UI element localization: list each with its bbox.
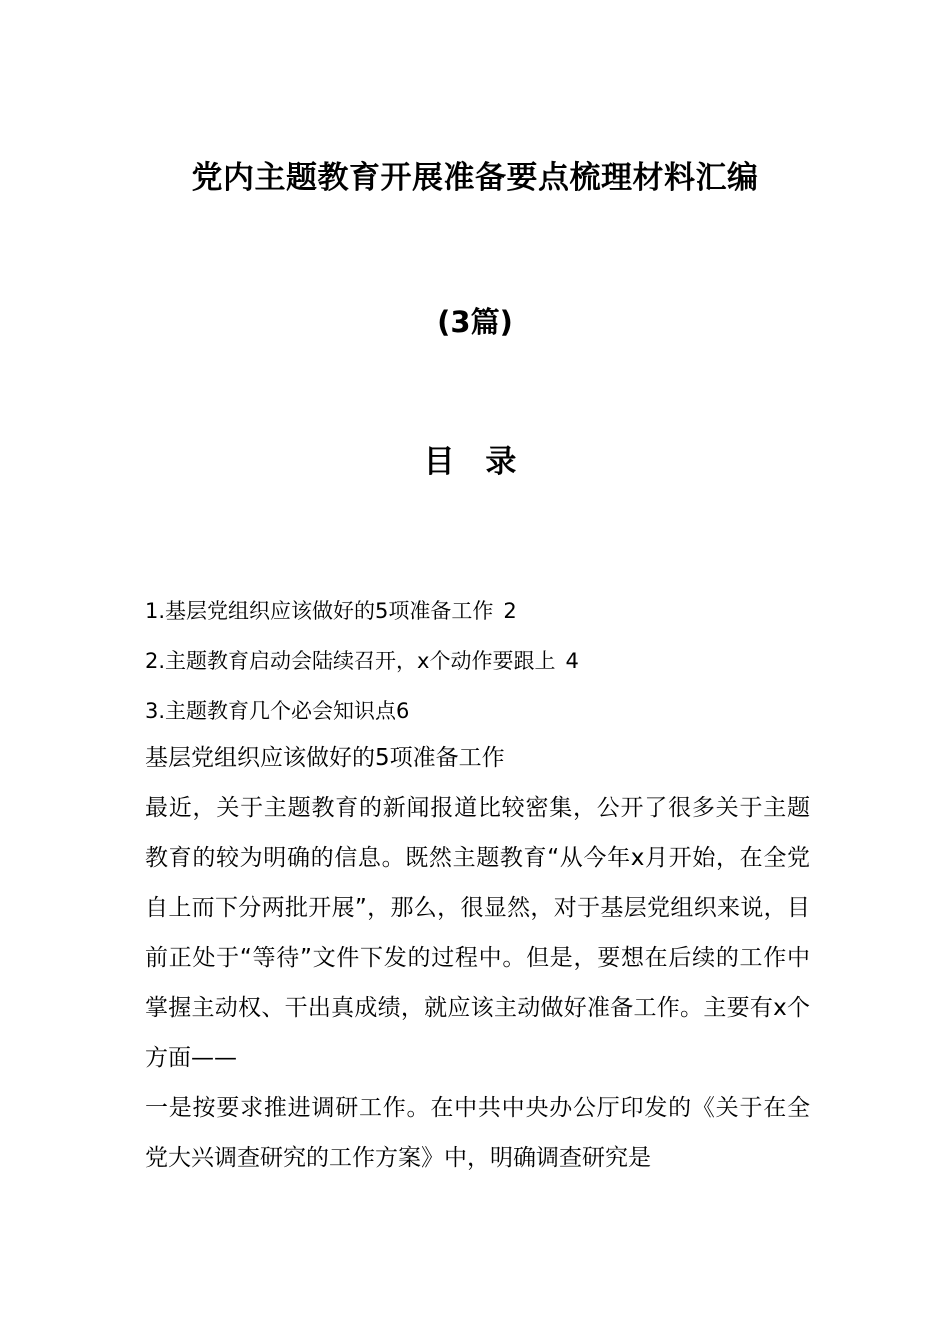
document-body [145,733,810,1183]
toc-item-label: 2.主题教育启动会陆续召开，x个动作要跟上 [145,649,556,673]
toc-item[interactable] [145,586,815,636]
table-of-contents [145,586,815,736]
section-title: 基层党组织应该做好的5项准备工作 [145,745,505,771]
body-paragraph: 一是按要求推进调研工作。在中共中央办公厅印发的《关于在全党大兴调查研究的工作方案》中，明确调查研究是 [145,1095,810,1171]
toc-heading: 目 录 [423,444,527,480]
toc-item[interactable] [145,636,815,686]
toc-item-page: 6 [396,699,410,723]
toc-item[interactable] [145,686,815,736]
toc-item-label: 1.基层党组织应该做好的5项准备工作 [145,599,494,623]
document-subtitle: (3篇) [437,305,513,339]
document-title: 党内主题教育开展准备要点梳理材料汇编 [191,160,759,196]
toc-item-page: 4 [565,649,579,673]
toc-item-label: 3.主题教育几个必会知识点 [145,699,397,723]
toc-item-page: 2 [503,599,517,623]
body-paragraph: 最近，关于主题教育的新闻报道比较密集，公开了很多关于主题教育的较为明确的信息。既然主题教育“从今年x月开始，在全党自上而下分两批开展”，那么，很显然，对于基层党组织来说，目前正处于“等待”文件下发的过程中。但是，要想在后续的工作中掌握主动权、干出真成绩，就应该主动做好准备工作。主要有x个方面—— [145,795,810,1071]
